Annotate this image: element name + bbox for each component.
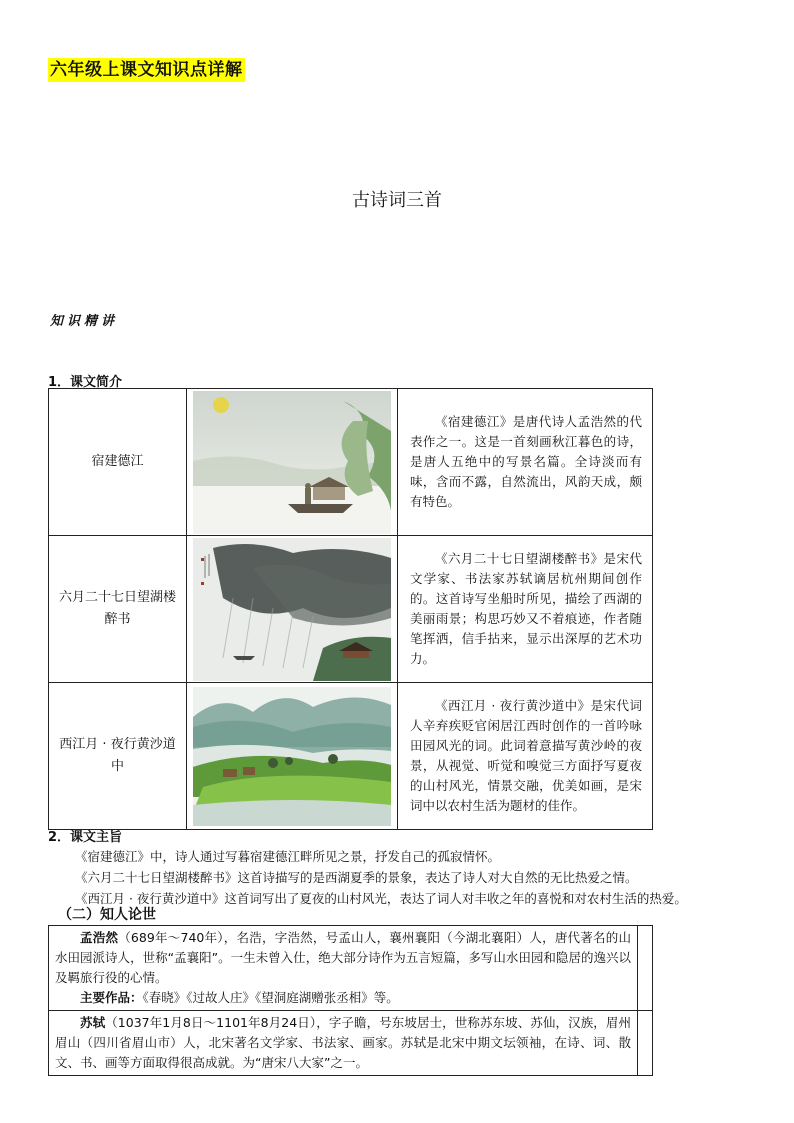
poem-name: 宿建德江: [49, 389, 187, 536]
west-lake-rain-painting: [193, 538, 391, 681]
section-label: 知识精讲: [50, 314, 119, 329]
gist-line: 《六月二十七日望湖楼醉书》这首诗描写的是西湖夏季的景象，表达了诗人对大自然的无比热爱之情。: [75, 870, 638, 885]
author-name: 孟浩然: [80, 930, 119, 945]
author-name: 苏轼: [80, 1015, 106, 1030]
authors-table: [48, 925, 653, 1076]
works-label: 主要作品：: [80, 990, 143, 1005]
side-cell: [638, 1011, 653, 1076]
table-row: [49, 536, 653, 683]
page-title: 古诗词三首: [352, 190, 442, 211]
poem-description: 《宿建德江》是唐代诗人孟浩然的代表作之一。这是一首刻画秋江暮色的诗，是唐人五绝中的写景名篇。全诗淡而有味，含而不露，自然流出，风韵天成，颇有特色。: [398, 389, 653, 536]
village-night-painting: [193, 687, 391, 826]
painting-cell: [187, 536, 398, 683]
author-bio: [55, 1013, 631, 1073]
table-row: [49, 389, 653, 536]
poem-name: 六月二十七日望湖楼醉书: [49, 536, 187, 683]
author-bio-text: （689年～740年），名浩，字浩然，号孟山人，襄州襄阳（今湖北襄阳）人，唐代著名的山水田园派诗人，世称“孟襄阳”。一生未曾入仕，绝大部分诗作为五言短篇，多写山水田园和隐居的逸兴以及羁旅行役的心情。: [55, 930, 631, 985]
table-row: [49, 683, 653, 830]
header-label: 六年级上课文知识点详解: [50, 60, 243, 80]
author-works: [55, 988, 631, 1008]
author-cell: [49, 1011, 638, 1076]
gist-line: 《西江月 · 夜行黄沙道中》这首词写出了夏夜的山村风光，表达了词人对丰收之年的喜悦和对农村生活的热爱。: [75, 891, 687, 906]
side-cell: [638, 926, 653, 1011]
autumn-river-painting: [193, 391, 391, 534]
gist-line: 《宿建德江》中，诗人通过写暮宿建德江畔所见之景，抒发自己的孤寂情怀。: [75, 849, 501, 864]
gist-heading: 2．课文主旨: [48, 830, 123, 845]
author-bio-text: （1037年1月8日～1101年8月24日），字子瞻，号东坡居士，世称苏东坡、苏仙，汉族，眉州眉山（四川省眉山市）人，北宋著名文学家、书法家、画家。苏轼是北宋中期文坛领袖，在诗、词、散文、书、画等方面取得很高成就。为“唐宋八大家”之一。: [55, 1015, 631, 1070]
painting-cell: [187, 389, 398, 536]
works-list: 《春晓》《过故人庄》《望洞庭湖赠张丞相》等。: [142, 990, 399, 1005]
table-row: [49, 1011, 653, 1076]
poem-description: 《六月二十七日望湖楼醉书》是宋代文学家、书法家苏轼谪居杭州期间创作的。这首诗写坐船时所见，描绘了西湖的美丽雨景；构思巧妙又不着痕迹，作者随笔挥洒，信手拈来，显示出深厚的艺术功力。: [398, 536, 653, 683]
painting-cell: [187, 683, 398, 830]
author-bio: [55, 928, 631, 988]
author-cell: [49, 926, 638, 1011]
poem-description: 《西江月 · 夜行黄沙道中》是宋代词人辛弃疾贬官闲居江西时创作的一首吟咏田园风光的词。此词着意描写黄沙岭的夜景，从视觉、听觉和嗅觉三方面抒写夏夜的山村风光，情景交融，优美如画，是宋词中以农村生活为题材的佳作。: [398, 683, 653, 830]
authors-heading: （二）知人论世: [58, 907, 156, 923]
intro-heading: 1．课文简介: [48, 375, 123, 390]
intro-table: [48, 388, 653, 830]
gist-block: [48, 846, 768, 909]
table-row: [49, 926, 653, 1011]
poem-name: 西江月 · 夜行黄沙道中: [49, 683, 187, 830]
